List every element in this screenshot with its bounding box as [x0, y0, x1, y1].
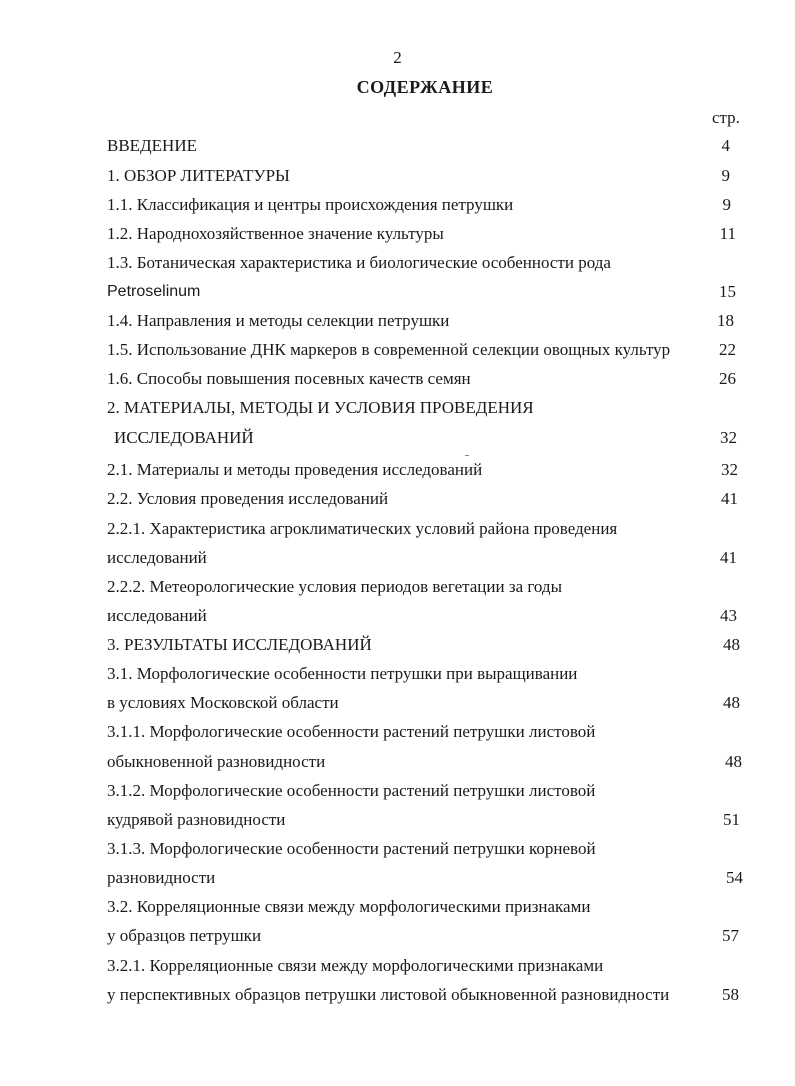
toc-line: в условиях Московской области	[107, 693, 339, 712]
toc-line: 1.5. Использование ДНК маркеров в современной селекции овощных культур	[107, 340, 671, 359]
toc-page-number: 41	[720, 548, 737, 567]
toc-page-number: 4	[721, 136, 730, 155]
toc-line: 2.1. Материалы и методы проведения исследований	[107, 460, 483, 479]
toc-page-number: 18	[717, 311, 734, 330]
scan-mark	[465, 455, 469, 456]
toc-page-number: 54	[726, 868, 743, 887]
toc-page-number: 41	[721, 489, 738, 508]
toc-line: 2.2.1. Характеристика агроклиматических условий района проведения	[107, 519, 618, 538]
toc-page-number: 9	[722, 195, 731, 214]
toc-line: Petroselinum	[107, 283, 201, 300]
toc-page-number: 32	[720, 428, 737, 447]
toc-page-number: 9	[721, 166, 730, 185]
pages-column-heading: стр.	[712, 108, 740, 127]
toc-line: 3.1.1. Морфологические особенности растений петрушки листовой	[107, 722, 596, 741]
toc-line: у образцов петрушки	[107, 926, 262, 945]
toc-line: 1. ОБЗОР ЛИТЕРАТУРЫ	[107, 166, 290, 185]
toc-page-number: 43	[720, 606, 737, 625]
toc-line: исследований	[107, 548, 207, 567]
toc-line: 2.2. Условия проведения исследований	[107, 489, 389, 508]
toc-page-number: 48	[725, 752, 742, 771]
toc-line: 3.1. Морфологические особенности петрушки при выращивании	[107, 664, 578, 683]
page-title: СОДЕРЖАНИЕ	[356, 77, 494, 97]
toc-line: кудрявой разновидности	[107, 810, 286, 829]
toc-line: 1.3. Ботаническая характеристика и биологические особенности рода	[107, 253, 611, 272]
toc-line: 3.1.3. Морфологические особенности растений петрушки корневой	[107, 839, 596, 858]
toc-page-number: 51	[723, 810, 740, 829]
toc-line: 1.2. Народнохозяйственное значение культуры	[107, 224, 444, 243]
toc-page-number: 22	[719, 340, 736, 359]
toc-line: обыкновенной разновидности	[107, 752, 326, 771]
page-number: 2	[393, 48, 402, 67]
toc-page-number: 48	[723, 635, 740, 654]
toc-page-number: 11	[719, 224, 736, 243]
toc-line: 2. МАТЕРИАЛЫ, МЕТОДЫ И УСЛОВИЯ ПРОВЕДЕНИЯ	[107, 398, 534, 417]
toc-page-number: 58	[722, 985, 739, 1004]
toc-line: 2.2.2. Метеорологические условия периодов вегетации за годы	[107, 577, 562, 596]
toc-line: 3. РЕЗУЛЬТАТЫ ИССЛЕДОВАНИЙ	[107, 635, 372, 654]
toc-page-number: 48	[723, 693, 740, 712]
toc-page-number: 26	[719, 369, 736, 388]
toc-line: ВВЕДЕНИЕ	[107, 136, 197, 155]
toc-line: ИССЛЕДОВАНИЙ	[114, 428, 254, 447]
toc-page-number: 15	[719, 282, 736, 301]
toc-line: 1.1. Классификация и центры происхождения петрушки	[107, 195, 514, 214]
toc-line: 3.1.2. Морфологические особенности растений петрушки листовой	[107, 781, 596, 800]
toc-line: 1.4. Направления и методы селекции петрушки	[107, 311, 450, 330]
toc-page-number: 57	[722, 926, 739, 945]
toc-page-number: 32	[721, 460, 738, 479]
toc-line: разновидности	[107, 868, 216, 887]
toc-line: исследований	[107, 606, 207, 625]
toc-line: 3.2. Корреляционные связи между морфологическими признаками	[107, 897, 591, 916]
toc-line: у перспективных образцов петрушки листовой обыкновенной разновидности	[107, 985, 670, 1004]
toc-line: 3.2.1. Корреляционные связи между морфологическими признаками	[107, 956, 604, 975]
toc-line: 1.6. Способы повышения посевных качеств семян	[107, 369, 471, 388]
